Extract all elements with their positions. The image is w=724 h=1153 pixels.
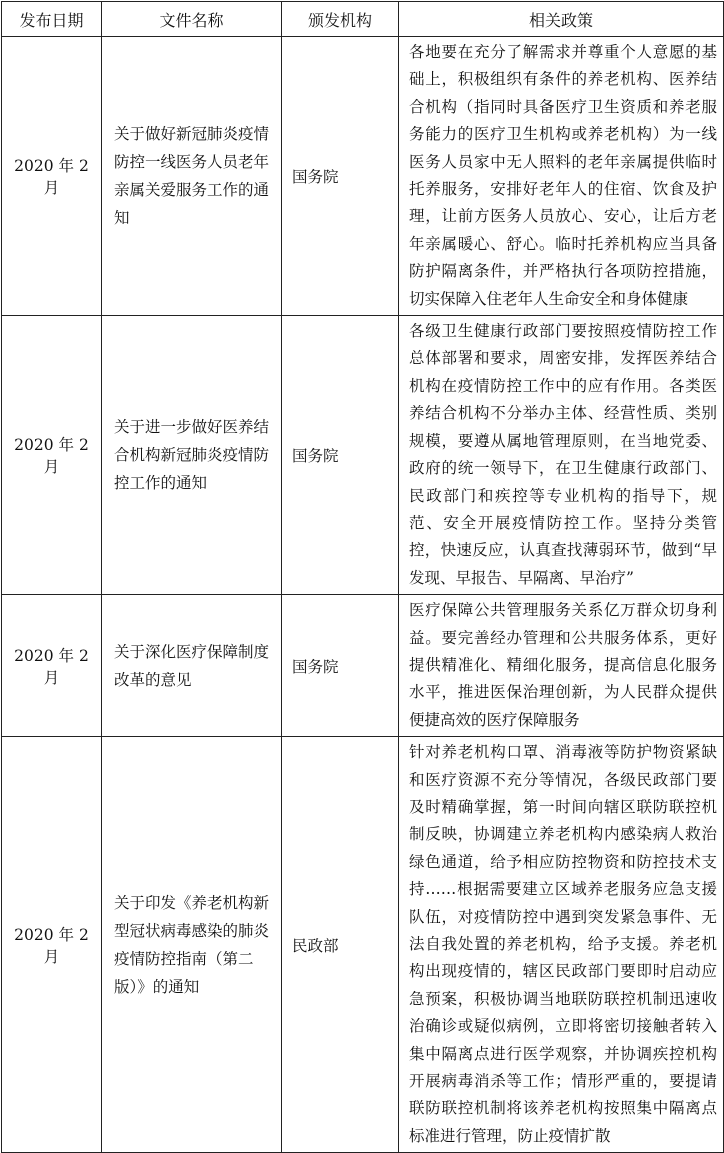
- table-row: [2, 595, 724, 737]
- header-policy: 相关政策: [399, 2, 724, 37]
- policy-cell: 各级卫生健康行政部门要按照疫情防控工作总体部署和要求，周密安排，发挥医养结合机构在疫情防控工作中的应有作用。各类医养结合机构不分举办主体、经营性质、类别规模，要遵从属地管理原则，在当地党委、政府的统一领导下，在卫生健康行政部门、民政部门和疾控等专业机构的指导下，规范、安全开展疫情防控工作。坚持分类管控，快速反应，认真查找薄弱环节，做到“早发现、早报告、早隔离、早治疗”: [399, 316, 724, 595]
- issuer-cell: 国务院: [282, 316, 399, 595]
- date-cell: 2020 年 2 月: [2, 316, 102, 595]
- date-cell: 2020 年 2 月: [2, 737, 102, 1153]
- issuer-cell: 国务院: [282, 37, 399, 316]
- header-name: 文件名称: [102, 2, 282, 37]
- document-name-cell: 关于做好新冠肺炎疫情防控一线医务人员老年亲属关爱服务工作的通知: [102, 37, 282, 316]
- header-issuer: 颁发机构: [282, 2, 399, 37]
- policy-cell: 医疗保障公共管理服务关系亿万群众切身利益。要完善经办管理和公共服务体系，更好提供精准化、精细化服务，提高信息化服务水平，推进医保治理创新，为人民群众提供便捷高效的医疗保障服务: [399, 595, 724, 737]
- document-name-cell: 关于深化医疗保障制度改革的意见: [102, 595, 282, 737]
- policy-cell: 针对养老机构口罩、消毒液等防护物资紧缺和医疗资源不充分等情况，各级民政部门要及时精确掌握，第一时间向辖区联防联控机制反映，协调建立养老机构内感染病人救治绿色通道，给予相应防控物资和防控技术支持……根据需要建立区域养老服务应急支援队伍，对疫情防控中遇到突发紧急事件、无法自我处置的养老机构，给予支援。养老机构出现疫情的，辖区民政部门要即时启动应急预案，积极协调当地联防联控机制迅速收治确诊或疑似病例，立即将密切接触者转入集中隔离点进行医学观察，并协调疾控机构开展病毒消杀等工作；情形严重的，要提请联防联控机制将该养老机构按照集中隔离点标准进行管理，防止疫情扩散: [399, 737, 724, 1153]
- issuer-cell: 民政部: [282, 737, 399, 1153]
- header-row: [2, 2, 724, 37]
- table-row: [2, 316, 724, 595]
- document-name-cell: 关于进一步做好医养结合机构新冠肺炎疫情防控工作的通知: [102, 316, 282, 595]
- table-row: [2, 737, 724, 1153]
- date-cell: 2020 年 2 月: [2, 595, 102, 737]
- issuer-cell: 国务院: [282, 595, 399, 737]
- header-date: 发布日期: [2, 2, 102, 37]
- policy-table: [1, 1, 724, 1153]
- document-name-cell: 关于印发《养老机构新型冠状病毒感染的肺炎疫情防控指南（第二版）》的通知: [102, 737, 282, 1153]
- table-row: [2, 37, 724, 316]
- policy-cell: 各地要在充分了解需求并尊重个人意愿的基础上，积极组织有条件的养老机构、医养结合机构（指同时具备医疗卫生资质和养老服务能力的医疗卫生机构或养老机构）为一线医务人员家中无人照料的老年亲属提供临时托养服务，安排好老年人的住宿、饮食及护理，让前方医务人员放心、安心，让后方老年亲属暖心、舒心。临时托养机构应当具备防护隔离条件，并严格执行各项防控措施，切实保障入住老年人生命安全和身体健康: [399, 37, 724, 316]
- date-cell: 2020 年 2 月: [2, 37, 102, 316]
